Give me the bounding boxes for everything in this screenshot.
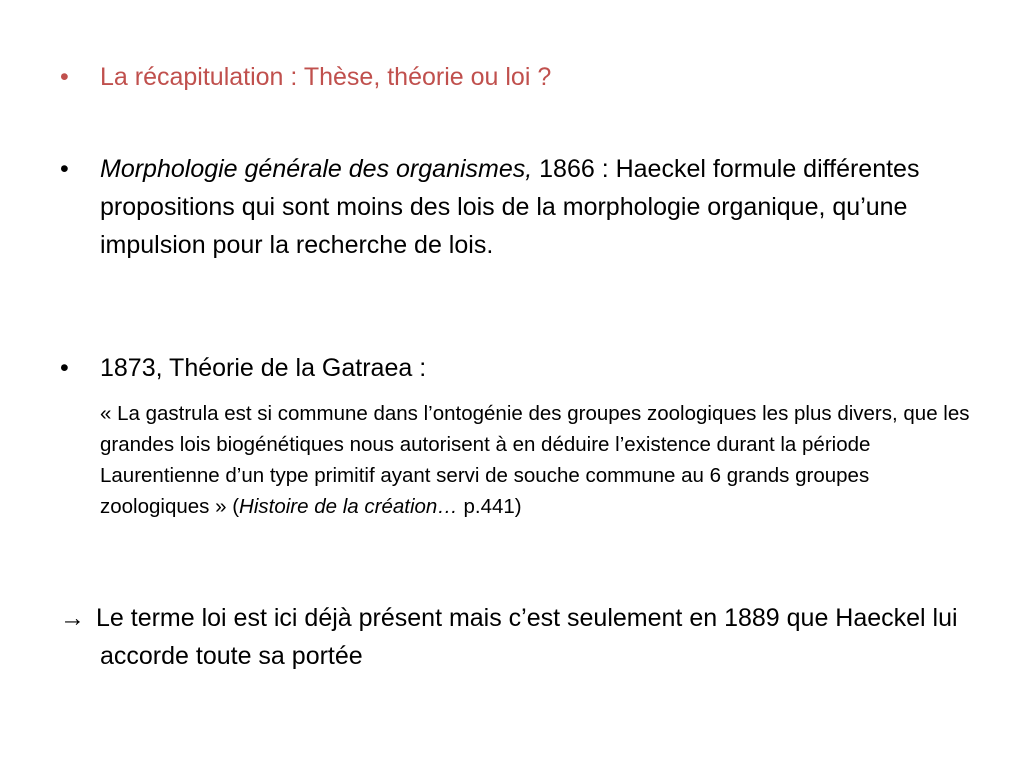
bullet-marker: •: [60, 354, 69, 382]
bullet-morphologie-text: 1866 : Haeckel formule différentes propositions qui sont moins des lois de la morphologie organique, qu’une impulsion pour la recherche de lois.: [100, 155, 920, 259]
bullet-gastraea: 1873, Théorie de la Gatraea :: [100, 354, 427, 382]
bullet-morphologie: [100, 150, 970, 264]
quote-source-page: p.441): [457, 495, 522, 518]
quote-text: « La gastrula est si commune dans l’ontogénie des groupes zoologiques les plus divers, que les grandes lois biogénétiques nous autorisent à en déduire l’existence durant la période Laurentienne d’un type primitif ayant servi de souche commune au 6 grands groupes zoologiques » (: [100, 402, 970, 518]
bullet-marker: •: [60, 155, 69, 183]
slide-title-bullet: La récapitulation : Thèse, théorie ou loi ?: [100, 63, 552, 91]
arrow-right-icon: →: [60, 604, 85, 632]
conclusion-text: Le terme loi est ici déjà présent mais c’est seulement en 1889 que Haeckel lui accorde toute sa portée: [96, 604, 958, 670]
bullet-marker: •: [60, 63, 69, 91]
quote-block: [100, 398, 970, 522]
quote-source-title: Histoire de la création…: [239, 495, 458, 518]
conclusion: [60, 599, 1010, 675]
book-title: Morphologie générale des organismes,: [100, 155, 533, 183]
